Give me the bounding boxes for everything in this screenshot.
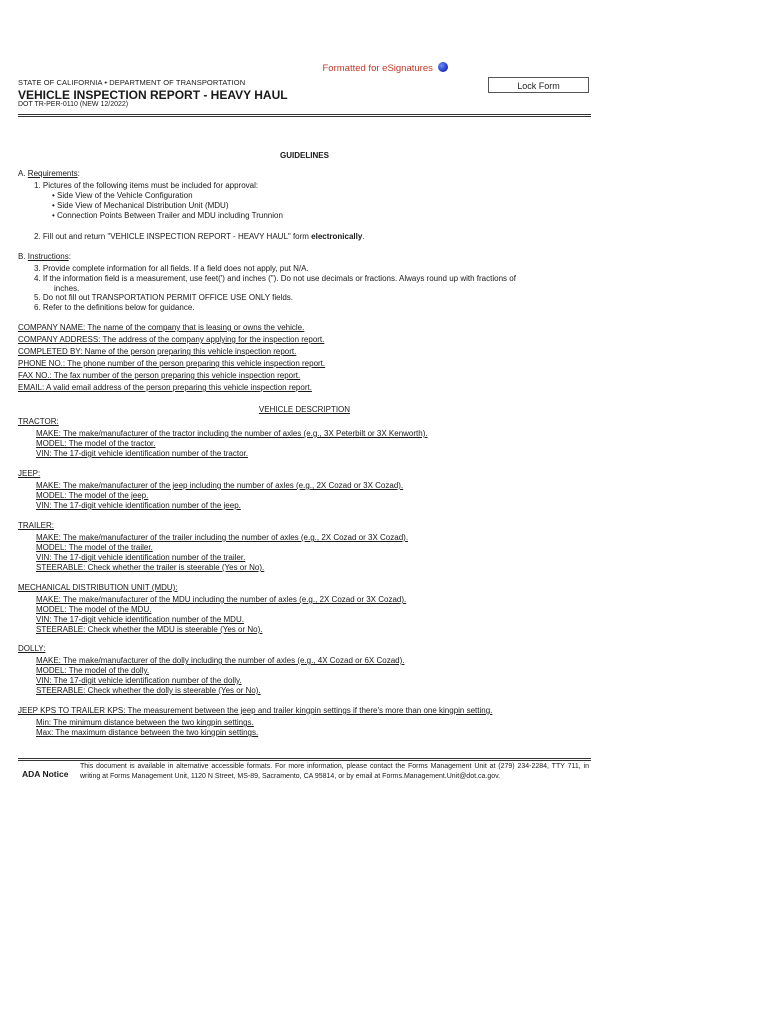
- section-a-heading: [18, 169, 80, 179]
- section-a-letter: A.: [18, 169, 26, 178]
- vehicle-description-heading: VEHICLE DESCRIPTION: [258, 405, 351, 414]
- dolly-label: DOLLY:: [18, 644, 46, 653]
- trailer-label: TRAILER:: [18, 521, 55, 530]
- dolly-make: MAKE: The make/manufacturer of the dolly including the number of axles (e.g., 4X Cozad or 6X Cozad).: [36, 656, 405, 665]
- esignature-text: Formatted for eSignatures: [322, 63, 433, 74]
- form-title: VEHICLE INSPECTION REPORT - HEAVY HAUL: [18, 88, 288, 102]
- jeep-model: MODEL: The model of the jeep.: [36, 491, 149, 500]
- definition-phone: PHONE NO.: The phone number of the person preparing this vehicle inspection report.: [18, 359, 326, 368]
- tractor-vin: VIN: The 17-digit vehicle identification number of the tractor.: [36, 449, 248, 458]
- jeep-label: JEEP:: [18, 469, 41, 478]
- globe-icon: [438, 62, 448, 72]
- instruction-item-6: 6. Refer to the definitions below for guidance.: [34, 303, 195, 312]
- form-number: DOT TR-PER-0110 (NEW 12/2022): [18, 101, 129, 108]
- section-b-colon: :: [68, 252, 71, 261]
- trailer-model: MODEL: The model of the trailer.: [36, 543, 153, 552]
- tractor-model: MODEL: The model of the tractor.: [36, 439, 156, 448]
- item-2-suffix: .: [362, 232, 365, 241]
- requirement-bullet: • Side View of Mechanical Distribution Unit (MDU): [52, 201, 229, 210]
- footer-divider: [18, 758, 591, 761]
- jeep-make: MAKE: The make/manufacturer of the jeep including the number of axles (e.g., 2X Cozad or 3X Cozad).: [36, 481, 404, 490]
- header-divider: [18, 114, 591, 117]
- instruction-item-5: 5. Do not fill out TRANSPORTATION PERMIT OFFICE USE ONLY fields.: [34, 293, 294, 302]
- dolly-steerable: STEERABLE: Check whether the dolly is steerable (Yes or No).: [36, 686, 261, 695]
- instruction-item-4: 4. If the information field is a measurement, use feet(') and inches ("). Do not use decimals or fractions. Always round up with fractions of: [34, 274, 516, 283]
- mdu-steerable: STEERABLE: Check whether the MDU is steerable (Yes or No).: [36, 625, 263, 634]
- requirement-bullet: • Connection Points Between Trailer and MDU including Trunnion: [52, 211, 283, 220]
- lock-form-button[interactable]: Lock Form: [488, 77, 589, 93]
- requirement-bullet: • Side View of the Vehicle Configuration: [52, 191, 193, 200]
- jeep-vin: VIN: The 17-digit vehicle identification number of the jeep.: [36, 501, 241, 510]
- section-a-colon: :: [77, 169, 80, 178]
- requirement-item-2: [34, 232, 365, 242]
- section-a-label: Requirements: [27, 169, 78, 178]
- tractor-make: MAKE: The make/manufacturer of the tractor including the number of axles (e.g., 3X Peterbilt or 3X Kenworth).: [36, 429, 428, 438]
- definition-company-address: COMPANY ADDRESS: The address of the company applying for the inspection report.: [18, 335, 325, 344]
- definition-completed-by: COMPLETED BY: Name of the person preparing this vehicle inspection report.: [18, 347, 297, 356]
- instruction-item-3: 3. Provide complete information for all fields. If a field does not apply, put N/A.: [34, 264, 309, 273]
- kps-min: Min: The minimum distance between the two kingpin settings.: [36, 718, 254, 727]
- section-b-letter: B.: [18, 252, 26, 261]
- dolly-model: MODEL: The model of the dolly.: [36, 666, 150, 675]
- item-2-text: 2. Fill out and return "VEHICLE INSPECTION REPORT - HEAVY HAUL" form: [34, 232, 312, 241]
- section-b-label: Instructions: [27, 252, 69, 261]
- trailer-make: MAKE: The make/manufacturer of the trailer including the number of axles (e.g., 2X Cozad or 3X Cozad).: [36, 533, 409, 542]
- kps-label: JEEP KPS TO TRAILER KPS: The measurement between the jeep and trailer kingpin settings if there's more than one kingpin setting.: [18, 706, 493, 715]
- definition-fax: FAX NO.: The fax number of the person preparing this vehicle inspection report.: [18, 371, 301, 380]
- esignature-banner: [0, 62, 770, 74]
- mdu-make: MAKE: The make/manufacturer of the MDU including the number of axles (e.g., 2X Cozad or 3X Cozad).: [36, 595, 407, 604]
- dolly-vin: VIN: The 17-digit vehicle identification number of the dolly.: [36, 676, 242, 685]
- trailer-vin: VIN: The 17-digit vehicle identification number of the trailer.: [36, 553, 246, 562]
- ada-notice-text: This document is available in alternative accessible formats. For more information, please contact the Forms Management Unit at (279) 234-2284, TTY 711, in writing at Forms Management Unit, 1120 N Street, MS-89, Sacramento, CA 95814, or by email at Forms.Management.Unit@dot.ca.gov.: [80, 763, 589, 780]
- item-2-bold: electronically: [311, 232, 363, 241]
- requirement-item-1: 1. Pictures of the following items must be included for approval:: [34, 181, 259, 190]
- section-b-heading: [18, 252, 71, 262]
- mdu-label: MECHANICAL DISTRIBUTION UNIT (MDU):: [18, 583, 178, 592]
- kps-max: Max: The maximum distance between the two kingpin settings.: [36, 728, 259, 737]
- definition-company-name: COMPANY NAME: The name of the company that is leasing or owns the vehicle.: [18, 323, 305, 332]
- instruction-item-4-cont: inches.: [54, 284, 80, 293]
- ada-notice-label: ADA Notice: [22, 769, 69, 779]
- trailer-steerable: STEERABLE: Check whether the trailer is steerable (Yes or No).: [36, 563, 265, 572]
- mdu-vin: VIN: The 17-digit vehicle identification number of the MDU.: [36, 615, 244, 624]
- definition-email: EMAIL: A valid email address of the person preparing this vehicle inspection report.: [18, 383, 312, 392]
- guidelines-heading: GUIDELINES: [280, 151, 329, 160]
- tractor-label: TRACTOR:: [18, 417, 59, 426]
- mdu-model: MODEL: The model of the MDU.: [36, 605, 152, 614]
- agency-name: STATE OF CALIFORNIA • DEPARTMENT OF TRANSPORTATION: [18, 78, 246, 87]
